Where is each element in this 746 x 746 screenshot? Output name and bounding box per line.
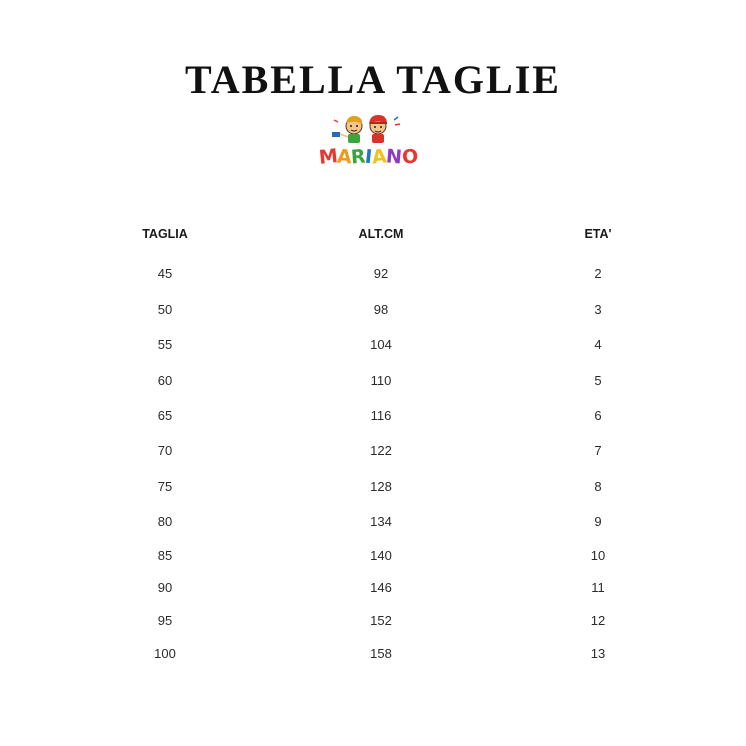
table-cell: 5 [594, 373, 602, 388]
table-cell: 95 [157, 613, 173, 628]
table-cell: 70 [157, 443, 173, 458]
table-cell: 152 [370, 613, 392, 628]
table-cell: 134 [370, 514, 392, 529]
logo-letter: M [317, 145, 339, 169]
table-cell: 6 [594, 408, 602, 423]
table-cell: 4 [594, 337, 602, 352]
table-cell: 128 [370, 479, 392, 494]
table-cell: 2 [594, 266, 602, 281]
logo-letter: N [385, 145, 403, 169]
column-header-altezza: ALT.CM [358, 227, 404, 241]
table-cell: 55 [157, 337, 173, 352]
column-header-taglia: TAGLIA [142, 227, 188, 241]
table-cell: 140 [370, 548, 392, 563]
table-cell: 85 [157, 548, 173, 563]
table-cell: 10 [590, 548, 606, 563]
table-cell: 50 [157, 302, 173, 317]
table-cell: 8 [594, 479, 602, 494]
table-cell: 65 [157, 408, 173, 423]
table-cell: 12 [590, 613, 606, 628]
table-cell: 146 [370, 580, 392, 595]
table-cell: 7 [594, 443, 602, 458]
table-cell: 13 [590, 646, 606, 661]
table-cell: 110 [370, 373, 392, 388]
table-cell: 98 [373, 302, 389, 317]
logo-letter: R [350, 145, 367, 169]
column-header-eta: ETA' [584, 227, 612, 241]
logo-letter: A [371, 145, 388, 169]
table-cell: 158 [370, 646, 392, 661]
table-cell: 116 [370, 408, 392, 423]
table-cell: 9 [594, 514, 602, 529]
logo-wordmark [318, 144, 418, 170]
table-cell: 3 [594, 302, 602, 317]
logo-letter: O [401, 145, 418, 169]
table-cell: 92 [373, 266, 389, 281]
table-cell: 100 [154, 646, 176, 661]
table-cell: 80 [157, 514, 173, 529]
logo-letter: A [336, 145, 353, 169]
table-cell: 75 [157, 479, 173, 494]
table-cell: 60 [157, 373, 173, 388]
brand-logo [318, 112, 418, 176]
table-cell: 11 [591, 580, 605, 595]
table-cell: 45 [157, 266, 173, 281]
table-cell: 104 [370, 337, 392, 352]
table-cell: 122 [370, 443, 392, 458]
page-title: TABELLA TAGLIE [185, 57, 561, 102]
table-cell: 90 [157, 580, 173, 595]
logo-letter: I [364, 145, 374, 169]
